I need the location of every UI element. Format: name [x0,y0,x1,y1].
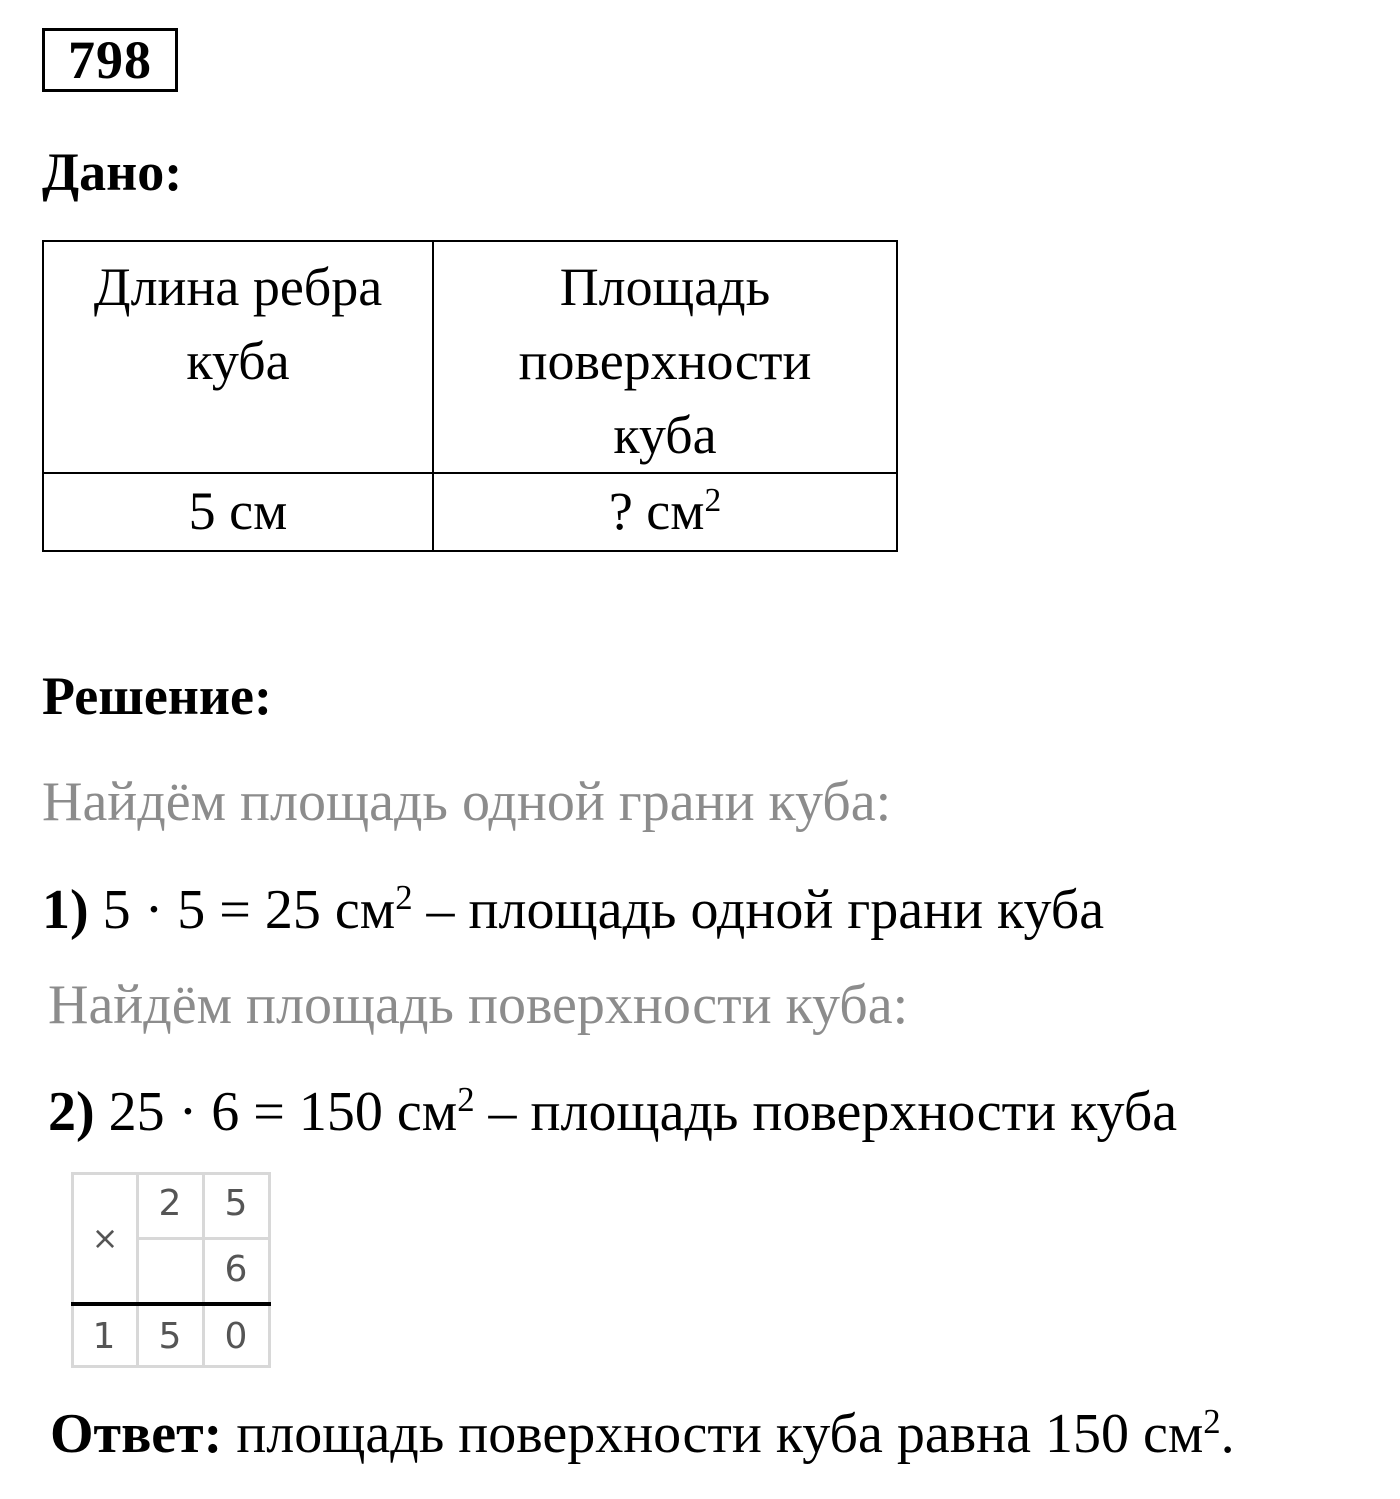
value-surface-area [433,473,897,551]
answer-exponent: 2 [1203,1401,1221,1441]
digit: 6 [224,1249,248,1290]
value-surface-area-exponent: 2 [704,481,722,519]
grid-line [268,1172,271,1368]
solution-heading: Решение: [42,666,272,726]
given-heading: Дано: [42,142,183,202]
problem-number: 798 [42,28,178,92]
answer [50,1402,1235,1466]
step-1-label: 1) [42,879,89,941]
header-edge-length-line: куба [186,331,290,391]
header-edge-length-line: Длина ребра [93,257,383,317]
digit: 5 [158,1316,182,1357]
table-header-row [43,241,897,473]
column-multiplication [71,1172,271,1368]
step-1 [42,878,1104,942]
header-surface-area-line: куба [613,405,717,465]
answer-label: Ответ: [50,1403,223,1465]
header-surface-area-line: поверхности [518,331,812,391]
multiply-sign: × [91,1219,119,1257]
hint-2: Найдём площадь поверхности куба: [48,974,909,1036]
header-surface-area-line: Площадь [559,257,771,317]
table-value-row [43,473,897,551]
answer-end: . [1220,1403,1235,1465]
step-2-exponent: 2 [457,1079,475,1119]
step-1-exponent: 2 [395,877,413,917]
hint-1: Найдём площадь одной грани куба: [42,771,892,833]
digit: 1 [92,1316,116,1357]
step-1-description: – площадь одной грани куба [412,879,1105,941]
digit: 2 [158,1183,182,1224]
given-table [42,240,898,552]
header-surface-area [433,241,897,473]
step-2-expression: 25 · 6 = 150 см [94,1081,458,1143]
header-edge-length [43,241,433,473]
digit: 5 [224,1183,248,1224]
step-2-label: 2) [48,1081,95,1143]
step-1-expression: 5 · 5 = 25 см [88,879,396,941]
step-2 [48,1080,1177,1144]
step-2-description: – площадь поверхности куба [474,1081,1178,1143]
digit: 0 [224,1316,248,1357]
value-surface-area-text: ? см [608,481,705,541]
answer-text: площадь поверхности куба равна 150 см [222,1403,1204,1465]
value-edge-length: 5 см [43,473,433,551]
